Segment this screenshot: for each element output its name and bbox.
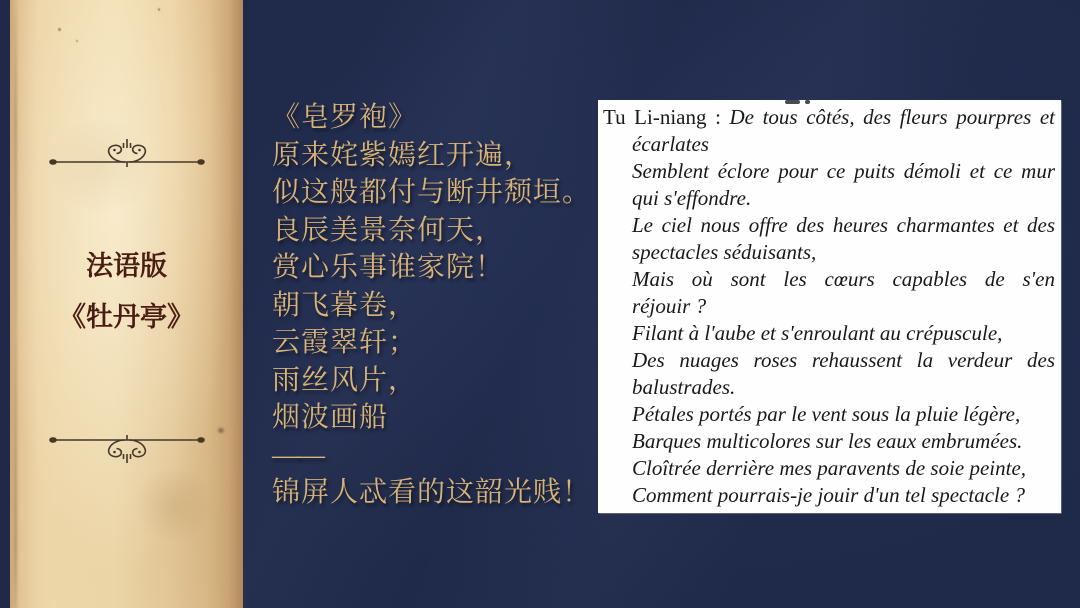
translation-line: Filant à l'aube et s'enroulant au crépuscule, [632,321,1003,345]
translation-line: qui s'effondre. [632,186,752,210]
paper-speck [158,8,160,11]
verse-line: 良辰美景奈何天， [272,214,505,246]
verse-line: 原来姹紫嫣红开遍， [272,139,534,171]
verse-line: 锦屏人忒看的这韶光贱！ [272,477,592,508]
panel-title-line1: 法语版 [86,251,167,281]
cropped-print-artifact [805,100,810,104]
panel-title [10,250,243,333]
paper-speck [76,40,78,42]
translation-line: réjouir ? [632,294,707,318]
translation-line: Comment pourrais-je jouir d'un tel spectacle ? [632,483,1025,507]
verse-block [272,99,602,512]
speaker-name: Tu Li-niang : [603,105,730,129]
verse-line: 朝飞暮卷， [272,289,418,321]
translation-line: Tu Li-niang : De tous côtés, des fleurs pourpres et [603,105,1056,129]
translation-line: Des nuages roses rehaussent la verdeur des [632,348,1055,372]
translation-text [603,104,1055,509]
panel-title-line2: 《牡丹亭》 [59,302,194,332]
verse-line: 云霞翠轩； [272,327,418,358]
translation-line: Cloîtrée derrière mes paravents de soie peinte, [632,456,1027,480]
verse-line: 赏心乐事谁家院！ [272,252,505,283]
verse-line: 烟波画船 [272,402,389,433]
translation-box [598,100,1061,513]
paper-blotch [130,470,220,540]
translation-line: écarlates [632,132,709,156]
translation-line: Barques multicolores sur les eaux embrumées. [632,429,1023,453]
cropped-print-artifact [785,100,800,104]
verse-line: 雨丝风片， [272,364,418,396]
translation-line: spectacles séduisants, [632,240,817,264]
translation-line: balustrades. [632,375,736,399]
verse-line: 《皂罗袍》 [272,102,418,133]
translation-line: Le ciel nous offre des heures charmantes et des [632,213,1055,237]
verse-line: —— [272,439,322,471]
verse-line: 似这般都付与断井颓垣。 [272,177,592,208]
paper-speck [58,28,61,31]
ornament-divider-bottom-icon [47,430,207,466]
paper-stain [218,428,224,433]
parchment-panel [10,0,243,608]
translation-line: Mais où sont les cœurs capables de s'en [632,267,1055,291]
translation-line: Pétales portés par le vent sous la pluie légère, [632,402,1021,426]
ornament-divider-top-icon [47,136,207,172]
translation-line: Semblent éclore pour ce puits démoli et ce mur [632,159,1055,183]
